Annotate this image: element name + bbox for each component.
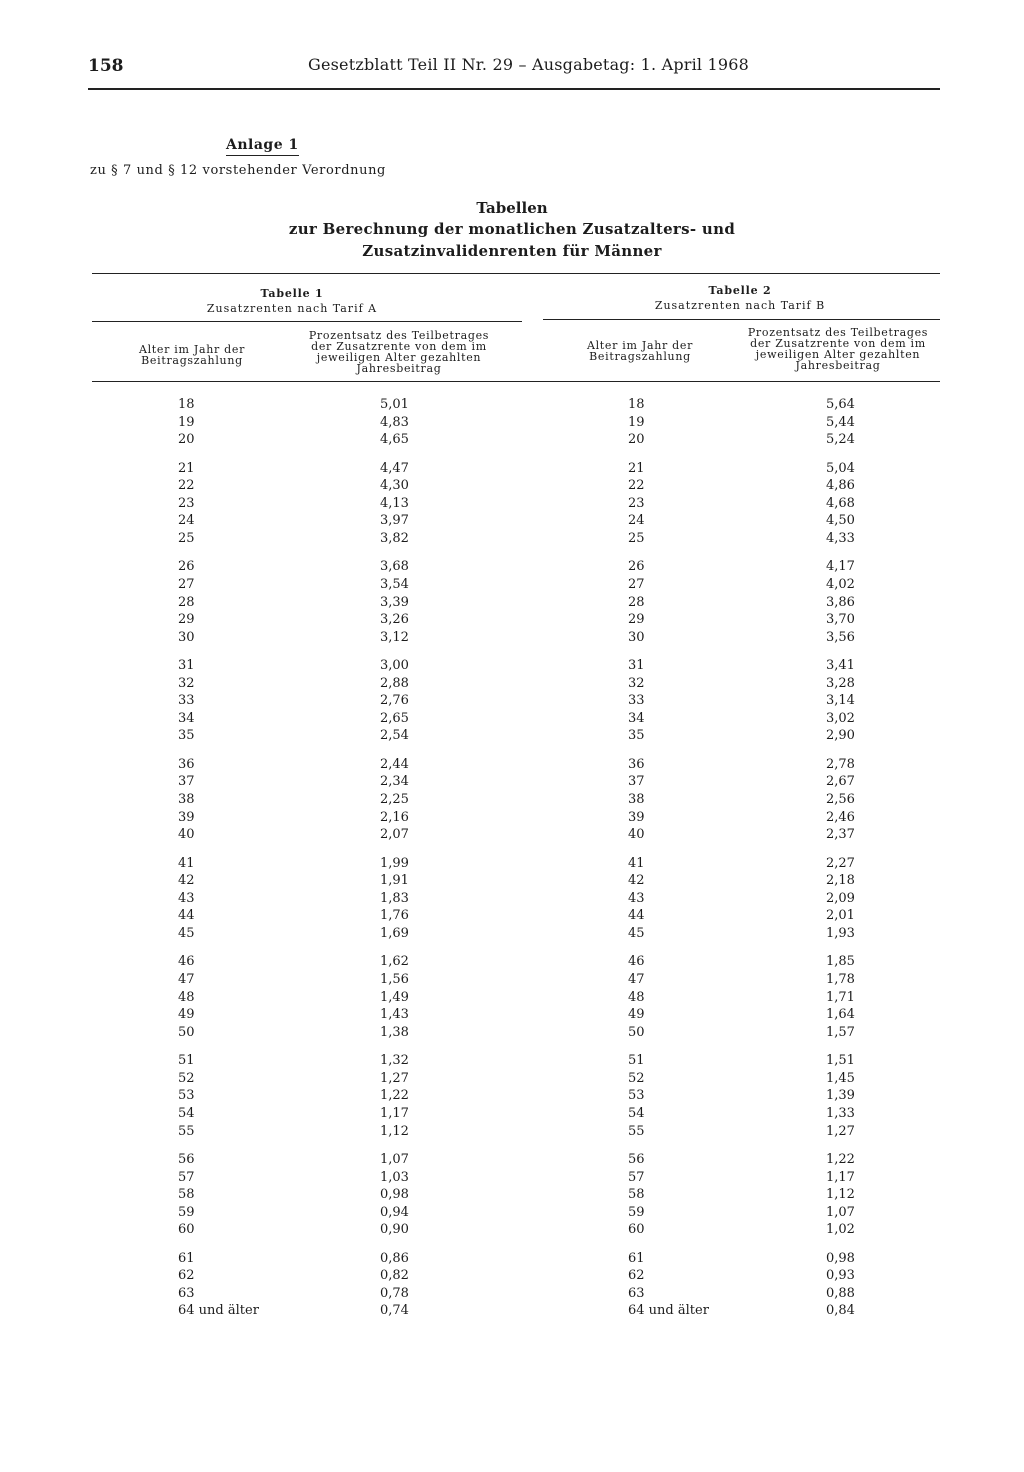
table2-header-rule [543, 319, 940, 320]
table-cell: 1,99 [380, 855, 409, 871]
table-cell: 21 [178, 460, 195, 476]
table-cell: 1,17 [826, 1169, 855, 1185]
table-cell: 28 [628, 594, 645, 610]
table-cell: 1,22 [826, 1151, 855, 1167]
table-cell: 37 [628, 774, 645, 790]
table1-percent-column [380, 396, 409, 1320]
table-cell: 46 [628, 954, 645, 970]
table-cell: 37 [178, 774, 195, 790]
table-cell: 39 [628, 809, 645, 825]
table-cell: 3,70 [826, 612, 855, 628]
document-title-line-3: Zusatzinvalidenrenten für Männer [362, 242, 662, 260]
table-cell: 4,83 [380, 414, 409, 430]
table-cell: 49 [178, 1007, 195, 1023]
header-line: Jahresbeitrag [356, 362, 442, 375]
table-cell: 2,67 [826, 774, 855, 790]
table-cell: 48 [628, 989, 645, 1005]
table-cell: 40 [178, 827, 195, 843]
group-gap [178, 1140, 259, 1151]
page-number: 158 [88, 56, 124, 76]
table-cell: 2,16 [380, 809, 409, 825]
table-cell: 19 [628, 414, 645, 430]
table-cell: 34 [628, 710, 645, 726]
group-gap [380, 943, 409, 954]
header-line: Prozentsatz des Teilbetrages [308, 329, 490, 342]
table-cell: 36 [178, 756, 195, 772]
group-gap [628, 646, 709, 657]
table-cell: 32 [628, 675, 645, 691]
table-cell: 60 [178, 1222, 195, 1238]
anlage-label: Anlage 1 [226, 137, 299, 156]
group-gap [826, 943, 855, 954]
header-line: Prozentsatz des Teilbetrages [747, 326, 929, 339]
table-cell: 1,69 [380, 926, 409, 942]
group-gap [380, 548, 409, 559]
group-gap [380, 1041, 409, 1052]
group-gap [380, 1140, 409, 1151]
group-gap [178, 943, 259, 954]
table-cell: 31 [178, 658, 195, 674]
table-cell: 33 [628, 693, 645, 709]
table-cell: 0,93 [826, 1268, 855, 1284]
table-cell: 2,25 [380, 792, 409, 808]
table-cell: 1,45 [826, 1070, 855, 1086]
table-cell: 0,98 [380, 1187, 409, 1203]
header-line: der Zusatzrente von dem im [750, 337, 926, 350]
table-cell: 51 [178, 1053, 195, 1069]
table-cell: 1,27 [380, 1070, 409, 1086]
table-cell: 2,54 [380, 728, 409, 744]
table-cell: 0,82 [380, 1268, 409, 1284]
table-cell: 26 [178, 559, 195, 575]
table1-age-column [178, 396, 259, 1320]
table-cell: 49 [628, 1007, 645, 1023]
table-cell: 54 [178, 1105, 195, 1121]
table-cell: 4,50 [826, 513, 855, 529]
table-cell: 3,68 [380, 559, 409, 575]
table-cell: 1,78 [826, 972, 855, 987]
table-cell: 1,93 [826, 926, 855, 942]
table-cell: 41 [178, 855, 195, 871]
table-cell: 1,49 [380, 989, 409, 1005]
table-cell: 23 [178, 495, 195, 511]
table1-title: Tabelle 1 [260, 287, 324, 300]
table-cell: 35 [178, 728, 195, 744]
header-line: Jahresbeitrag [795, 359, 881, 372]
table2-title: Tabelle 2 [708, 284, 772, 297]
page-header [88, 50, 940, 86]
table-cell: 4,47 [380, 460, 409, 476]
table-cell: 24 [178, 513, 195, 529]
header-line: jeweiligen Alter gezahlten [316, 351, 482, 364]
table-cell: 47 [178, 972, 195, 987]
table-cell: 20 [178, 432, 195, 448]
document-title-line-1: Tabellen [476, 199, 548, 217]
table-cell: 4,02 [826, 576, 855, 592]
table-cell: 3,86 [826, 594, 855, 610]
table-cell: 1,12 [380, 1123, 409, 1139]
table-cell: 53 [628, 1088, 645, 1104]
table-cell: 39 [178, 809, 195, 825]
group-gap [380, 745, 409, 756]
table-cell: 50 [628, 1024, 645, 1040]
group-gap [826, 1239, 855, 1250]
table-cell: 0,78 [380, 1285, 409, 1301]
table2-age-column [628, 396, 709, 1320]
table-cell: 1,51 [826, 1053, 855, 1069]
table-cell: 52 [178, 1070, 195, 1086]
table-cell: 4,68 [826, 495, 855, 511]
table-cell: 63 [178, 1285, 195, 1301]
group-gap [178, 1239, 259, 1250]
table-cell: 4,17 [826, 559, 855, 575]
table-cell: 56 [178, 1151, 195, 1167]
table-cell: 1,57 [826, 1024, 855, 1040]
table1-header-rule [92, 321, 522, 322]
group-gap [380, 646, 409, 657]
group-gap [628, 943, 709, 954]
header-line: Beitragszahlung [141, 354, 243, 367]
table-cell: 40 [628, 827, 645, 843]
table-cell: 29 [178, 612, 195, 628]
table-cell: 1,07 [826, 1204, 855, 1220]
header-line: jeweiligen Alter gezahlten [755, 348, 921, 361]
table-cell: 25 [628, 530, 645, 546]
table-cell: 1,03 [380, 1169, 409, 1185]
table-cell: 56 [628, 1151, 645, 1167]
table-cell: 1,71 [826, 989, 855, 1005]
group-gap [178, 449, 259, 460]
table-cell: 2,34 [380, 774, 409, 790]
table-cell: 27 [178, 576, 195, 592]
table-cell: 58 [628, 1187, 645, 1203]
table-cell: 1,91 [380, 873, 409, 889]
group-gap [380, 844, 409, 855]
table-cell: 3,28 [826, 675, 855, 691]
group-gap [380, 1239, 409, 1250]
table-cell: 3,97 [380, 513, 409, 529]
table-cell: 1,64 [826, 1007, 855, 1023]
group-gap [178, 1041, 259, 1052]
group-gap [826, 844, 855, 855]
table-cell: 27 [628, 576, 645, 592]
group-gap [178, 548, 259, 559]
table-cell: 64 und älter [178, 1303, 259, 1319]
group-gap [826, 1140, 855, 1151]
table-cell: 1,12 [826, 1187, 855, 1203]
table-cell: 3,12 [380, 629, 409, 645]
table-cell: 30 [628, 629, 645, 645]
table-cell: 22 [628, 478, 645, 494]
table-cell: 3,54 [380, 576, 409, 592]
group-gap [826, 1041, 855, 1052]
table-cell: 36 [628, 756, 645, 772]
group-gap [628, 1140, 709, 1151]
table-cell: 1,62 [380, 954, 409, 970]
table-cell: 3,41 [826, 658, 855, 674]
group-gap [178, 844, 259, 855]
table-cell: 58 [178, 1187, 195, 1203]
table1-age-column-header [100, 344, 284, 366]
group-gap [826, 449, 855, 460]
table-cell: 47 [628, 972, 645, 987]
table-cell: 3,26 [380, 612, 409, 628]
table2-percent-column [826, 396, 855, 1320]
table-cell: 42 [628, 873, 645, 889]
table-cell: 1,07 [380, 1151, 409, 1167]
table-cell: 2,09 [826, 890, 855, 906]
table-cell: 38 [178, 792, 195, 808]
group-gap [628, 449, 709, 460]
table-cell: 55 [628, 1123, 645, 1139]
group-gap [380, 449, 409, 460]
table-cell: 43 [178, 890, 195, 906]
table-cell: 50 [178, 1024, 195, 1040]
table-cell: 28 [178, 594, 195, 610]
table-cell: 33 [178, 693, 195, 709]
table-cell: 5,64 [826, 397, 855, 412]
table-cell: 61 [178, 1250, 195, 1266]
table-cell: 1,02 [826, 1222, 855, 1238]
table-cell: 1,76 [380, 908, 409, 924]
table-cell: 2,18 [826, 873, 855, 889]
table-cell: 32 [178, 675, 195, 691]
table-cell: 21 [628, 460, 645, 476]
table-cell: 1,39 [826, 1088, 855, 1104]
table-cell: 2,90 [826, 728, 855, 744]
table-cell: 26 [628, 559, 645, 575]
table-cell: 20 [628, 432, 645, 448]
group-gap [178, 646, 259, 657]
table-cell: 5,24 [826, 432, 855, 448]
table-cell: 51 [628, 1053, 645, 1069]
table-cell: 25 [178, 530, 195, 546]
table-cell: 5,04 [826, 460, 855, 476]
table-cell: 35 [628, 728, 645, 744]
table-cell: 44 [178, 908, 195, 924]
table-cell: 53 [178, 1088, 195, 1104]
table-cell: 31 [628, 658, 645, 674]
table-cell: 2,88 [380, 675, 409, 691]
table-cell: 3,56 [826, 629, 855, 645]
table-cell: 19 [178, 414, 195, 430]
table1-subtitle: Zusatzrenten nach Tarif A [206, 302, 378, 315]
group-gap [826, 745, 855, 756]
table-cell: 0,98 [826, 1250, 855, 1266]
table-cell: 41 [628, 855, 645, 871]
table-cell: 0,86 [380, 1250, 409, 1266]
table-cell: 1,85 [826, 954, 855, 970]
table-cell: 2,76 [380, 693, 409, 709]
table-cell: 22 [178, 478, 195, 494]
table-cell: 4,30 [380, 478, 409, 494]
table-cell: 60 [628, 1222, 645, 1238]
table-cell: 46 [178, 954, 195, 970]
table-header-bottom-rule [92, 381, 940, 382]
header-line: Beitragszahlung [589, 350, 691, 363]
table-cell: 3,00 [380, 658, 409, 674]
table-cell: 5,01 [380, 397, 409, 412]
table-cell: 3,82 [380, 530, 409, 546]
header-rule [88, 88, 940, 90]
table-cell: 34 [178, 710, 195, 726]
table-cell: 5,44 [826, 414, 855, 430]
table-cell: 1,43 [380, 1007, 409, 1023]
group-gap [628, 1041, 709, 1052]
group-gap [826, 548, 855, 559]
table-cell: 2,27 [826, 855, 855, 871]
table-cell: 0,84 [826, 1303, 855, 1319]
table-cell: 57 [178, 1169, 195, 1185]
table-cell: 64 und älter [628, 1303, 709, 1319]
table-cell: 3,02 [826, 710, 855, 726]
table-cell: 0,88 [826, 1285, 855, 1301]
table2-age-column-header [548, 340, 732, 362]
table-cell: 18 [628, 397, 645, 412]
table-cell: 48 [178, 989, 195, 1005]
table-cell: 2,44 [380, 756, 409, 772]
table-cell: 2,65 [380, 710, 409, 726]
header-line: der Zusatzrente von dem im [311, 340, 487, 353]
table-cell: 1,38 [380, 1024, 409, 1040]
table-cell: 1,83 [380, 890, 409, 906]
table-top-rule [92, 273, 940, 274]
table-cell: 62 [178, 1268, 195, 1284]
group-gap [628, 844, 709, 855]
table-cell: 2,46 [826, 809, 855, 825]
table-cell: 29 [628, 612, 645, 628]
table-cell: 2,78 [826, 756, 855, 772]
table-cell: 4,86 [826, 478, 855, 494]
table-cell: 0,74 [380, 1303, 409, 1319]
table-cell: 62 [628, 1268, 645, 1284]
table-cell: 59 [178, 1204, 195, 1220]
group-gap [628, 745, 709, 756]
group-gap [628, 548, 709, 559]
table-cell: 59 [628, 1204, 645, 1220]
group-gap [178, 745, 259, 756]
table-cell: 2,37 [826, 827, 855, 843]
table2-subtitle: Zusatzrenten nach Tarif B [654, 299, 826, 312]
table-cell: 4,65 [380, 432, 409, 448]
anlage-reference: zu § 7 und § 12 vorstehender Verordnung [90, 163, 386, 178]
table-cell: 63 [628, 1285, 645, 1301]
group-gap [628, 1239, 709, 1250]
table-cell: 1,27 [826, 1123, 855, 1139]
table-cell: 18 [178, 397, 195, 412]
table-cell: 1,33 [826, 1105, 855, 1121]
table-cell: 1,32 [380, 1053, 409, 1069]
table-cell: 30 [178, 629, 195, 645]
running-title: Gesetzblatt Teil II Nr. 29 – Ausgabetag: 1. April 1968 [308, 55, 750, 74]
table-cell: 2,07 [380, 827, 409, 843]
table-cell: 3,39 [380, 594, 409, 610]
table-cell: 0,94 [380, 1204, 409, 1220]
table-cell: 3,14 [826, 693, 855, 709]
table-cell: 61 [628, 1250, 645, 1266]
table-cell: 2,01 [826, 908, 855, 924]
table-cell: 43 [628, 890, 645, 906]
table-cell: 1,17 [380, 1105, 409, 1121]
table-cell: 45 [178, 926, 195, 942]
table2-percent-column-header [728, 327, 948, 371]
table-cell: 54 [628, 1105, 645, 1121]
header-line: Alter im Jahr der [586, 339, 694, 352]
table-cell: 55 [178, 1123, 195, 1139]
header-line: Alter im Jahr der [138, 343, 246, 356]
table-cell: 38 [628, 792, 645, 808]
table-cell: 4,33 [826, 530, 855, 546]
table-cell: 1,56 [380, 972, 409, 987]
table-cell: 44 [628, 908, 645, 924]
table-cell: 4,13 [380, 495, 409, 511]
table-cell: 42 [178, 873, 195, 889]
table-cell: 23 [628, 495, 645, 511]
table-cell: 2,56 [826, 792, 855, 808]
table1-percent-column-header [288, 330, 510, 374]
table-cell: 57 [628, 1169, 645, 1185]
table-cell: 24 [628, 513, 645, 529]
group-gap [826, 646, 855, 657]
table-cell: 0,90 [380, 1222, 409, 1238]
table-cell: 52 [628, 1070, 645, 1086]
document-title-line-2: zur Berechnung der monatlichen Zusatzalters- und [288, 220, 736, 238]
table-cell: 45 [628, 926, 645, 942]
table-cell: 1,22 [380, 1088, 409, 1104]
